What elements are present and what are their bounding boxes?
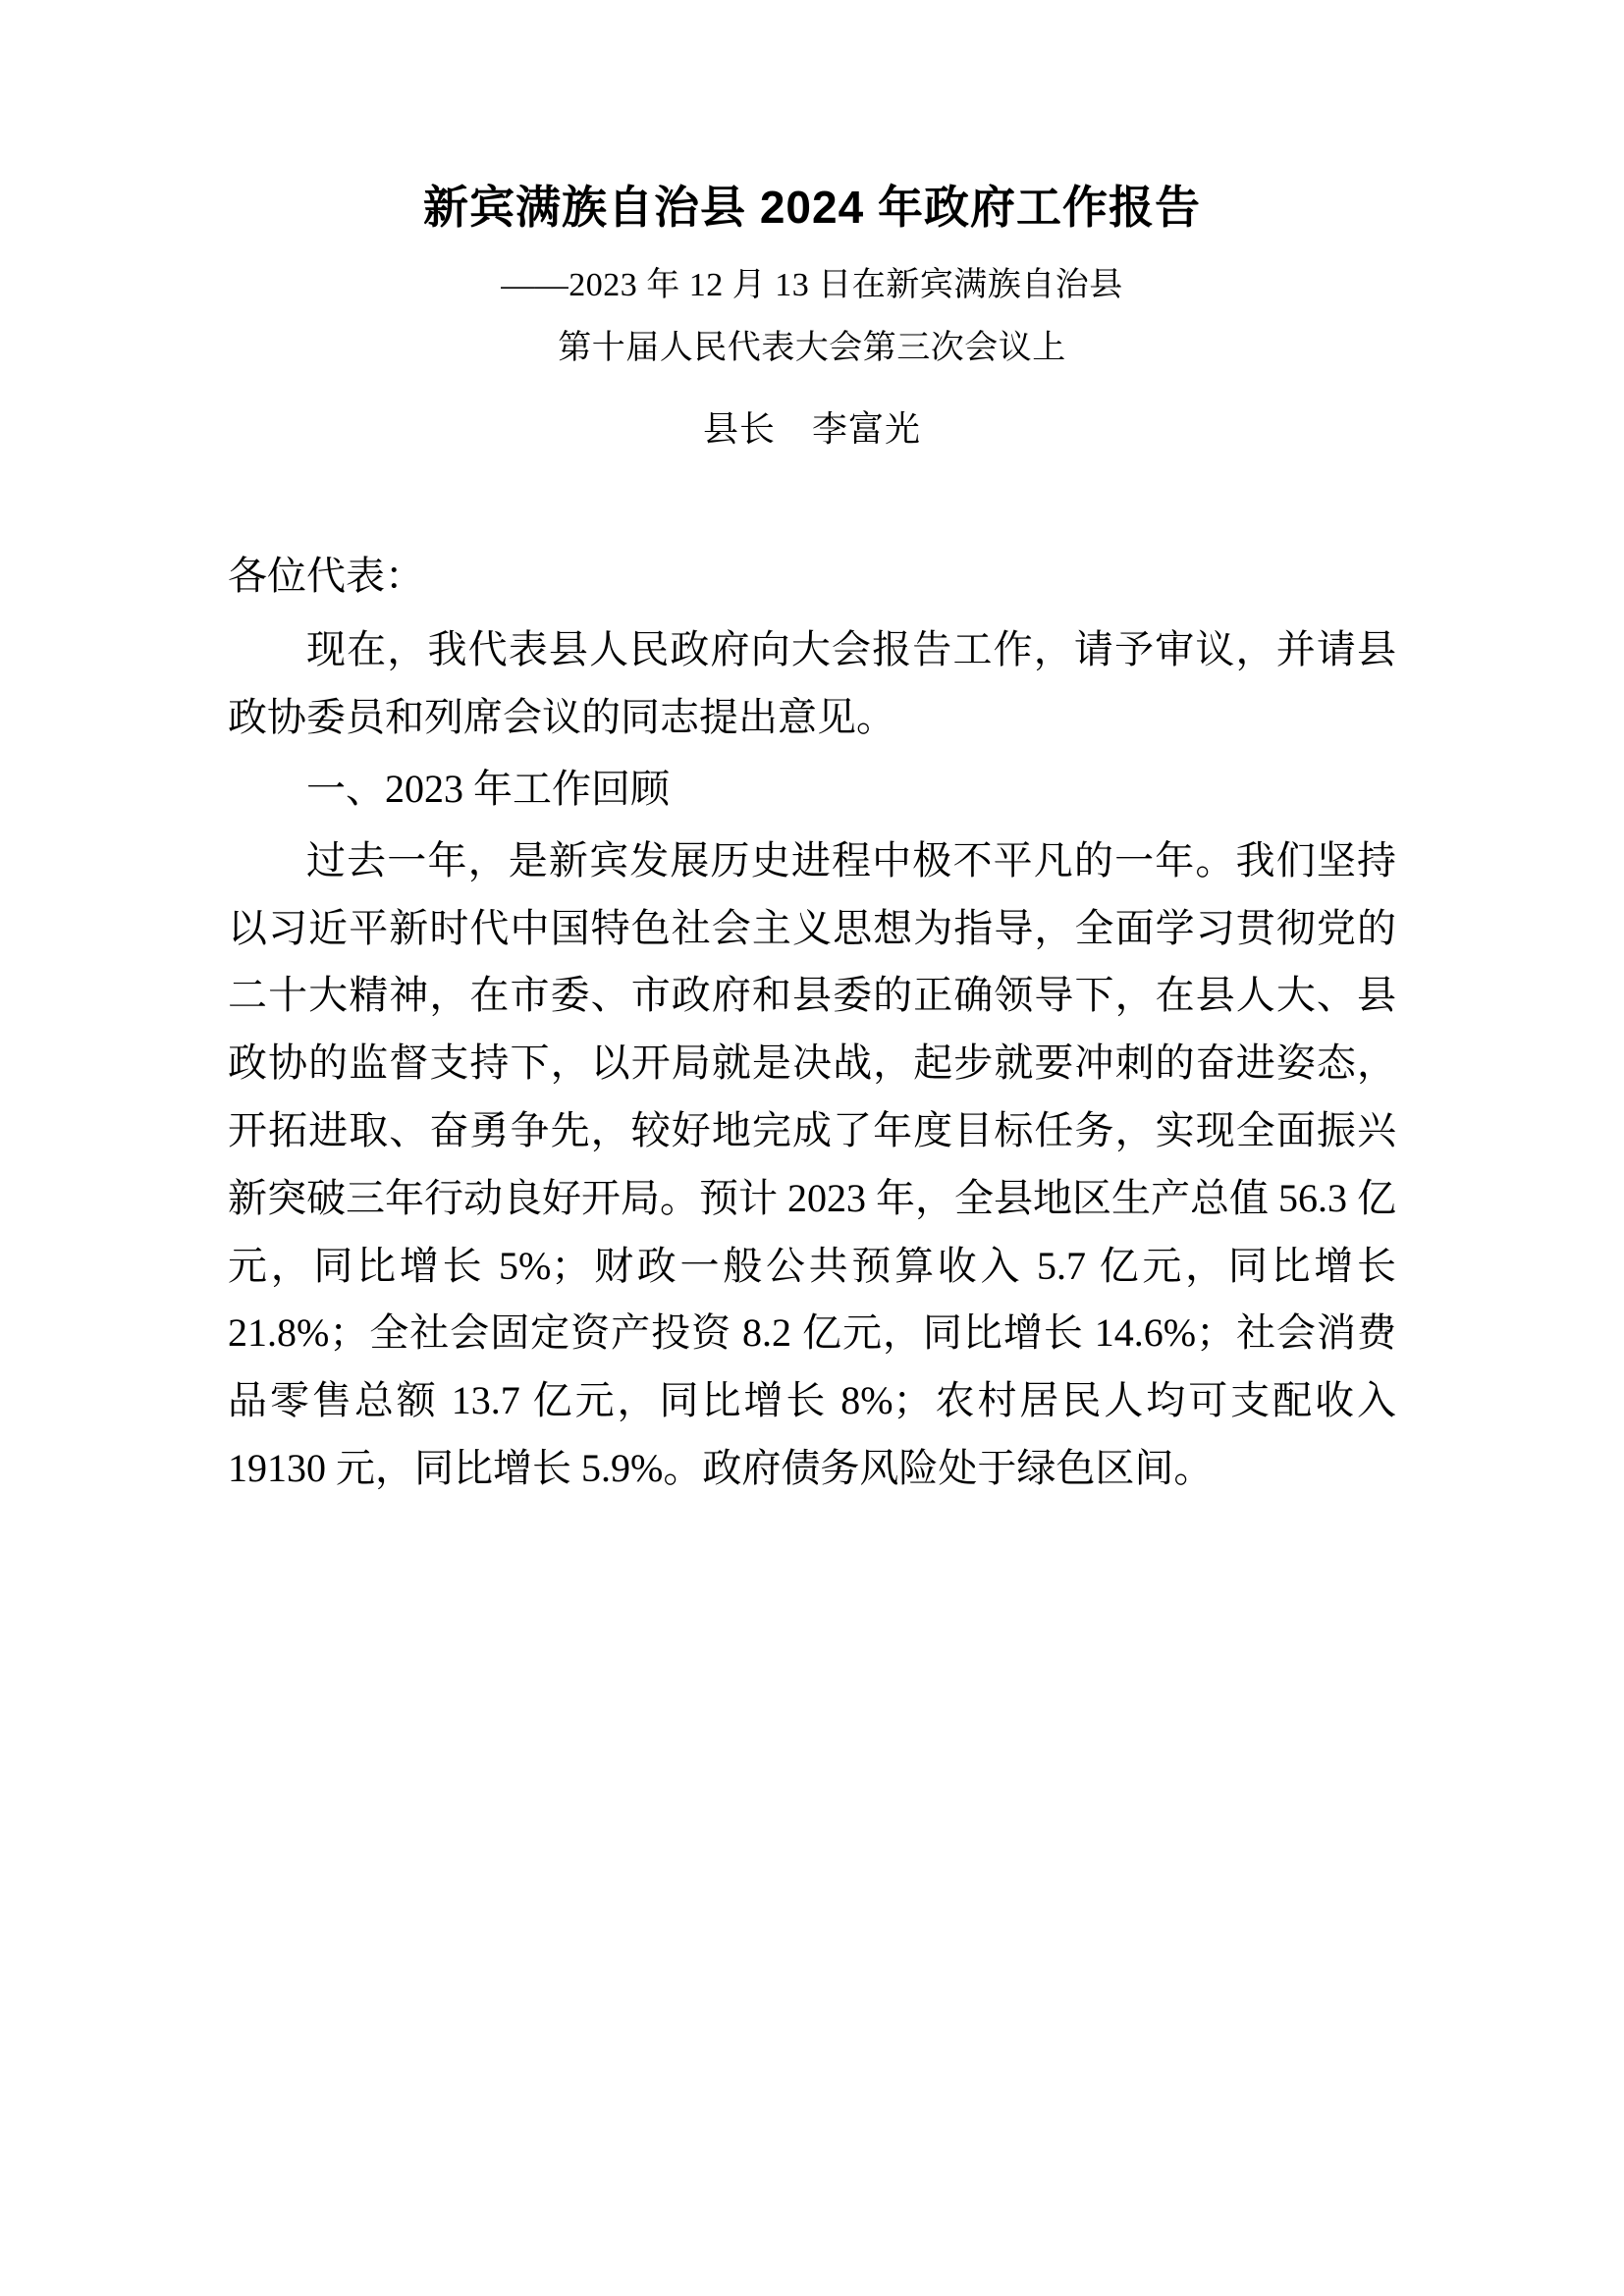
speaker-name: 县长 李富光	[702, 408, 921, 449]
subtitle-line-meeting: 第十届人民代表大会第三次会议上	[558, 330, 1066, 367]
title-body-spacer	[228, 457, 1396, 542]
section-paragraph-1: 过去一年，是新宾发展历史进程中极不平凡的一年。我们坚持以习近平新时代中国特色社会主义思想为指导，全面学习贯彻党的二十大精神，在市委、市政府和县委的正确领导下，在县人大、县政协的监督支持下，以开局就是决战，起步就要冲刺的奋进姿态，开拓进取、奋勇争先，较好地完成了年度目标任务，实现全面振兴新突破三年行动良好开局。预计 2023 年，全县地区生产总值 56.3 亿元，同比增长 5%；财政一般公共预算收入 5.7 亿元，同比增长 21.8%；全社会固定资产投资 8.2 亿元，同比增长 14.6%；社会消费品零售总额 13.7 亿元，同比增长 8%；农村居民人均可支配收入 19130 元，同比增长 5.9%。政府债务风险处于绿色区间。	[228, 837, 1396, 1491]
subtitle-line-date: ——2023 年 12 月 13 日在新宾满族自治县	[501, 267, 1123, 304]
section-heading-2023-review: 一、2023 年工作回顾	[306, 767, 670, 812]
page-title: 新宾满族自治县 2024 年政府工作报告	[423, 182, 1201, 233]
opening-paragraph: 现在，我代表县人民政府向大会报告工作，请予审议，并请县政协委员和列席会议的同志提出意见。	[228, 627, 1396, 740]
salutation: 各位代表：	[228, 554, 424, 599]
